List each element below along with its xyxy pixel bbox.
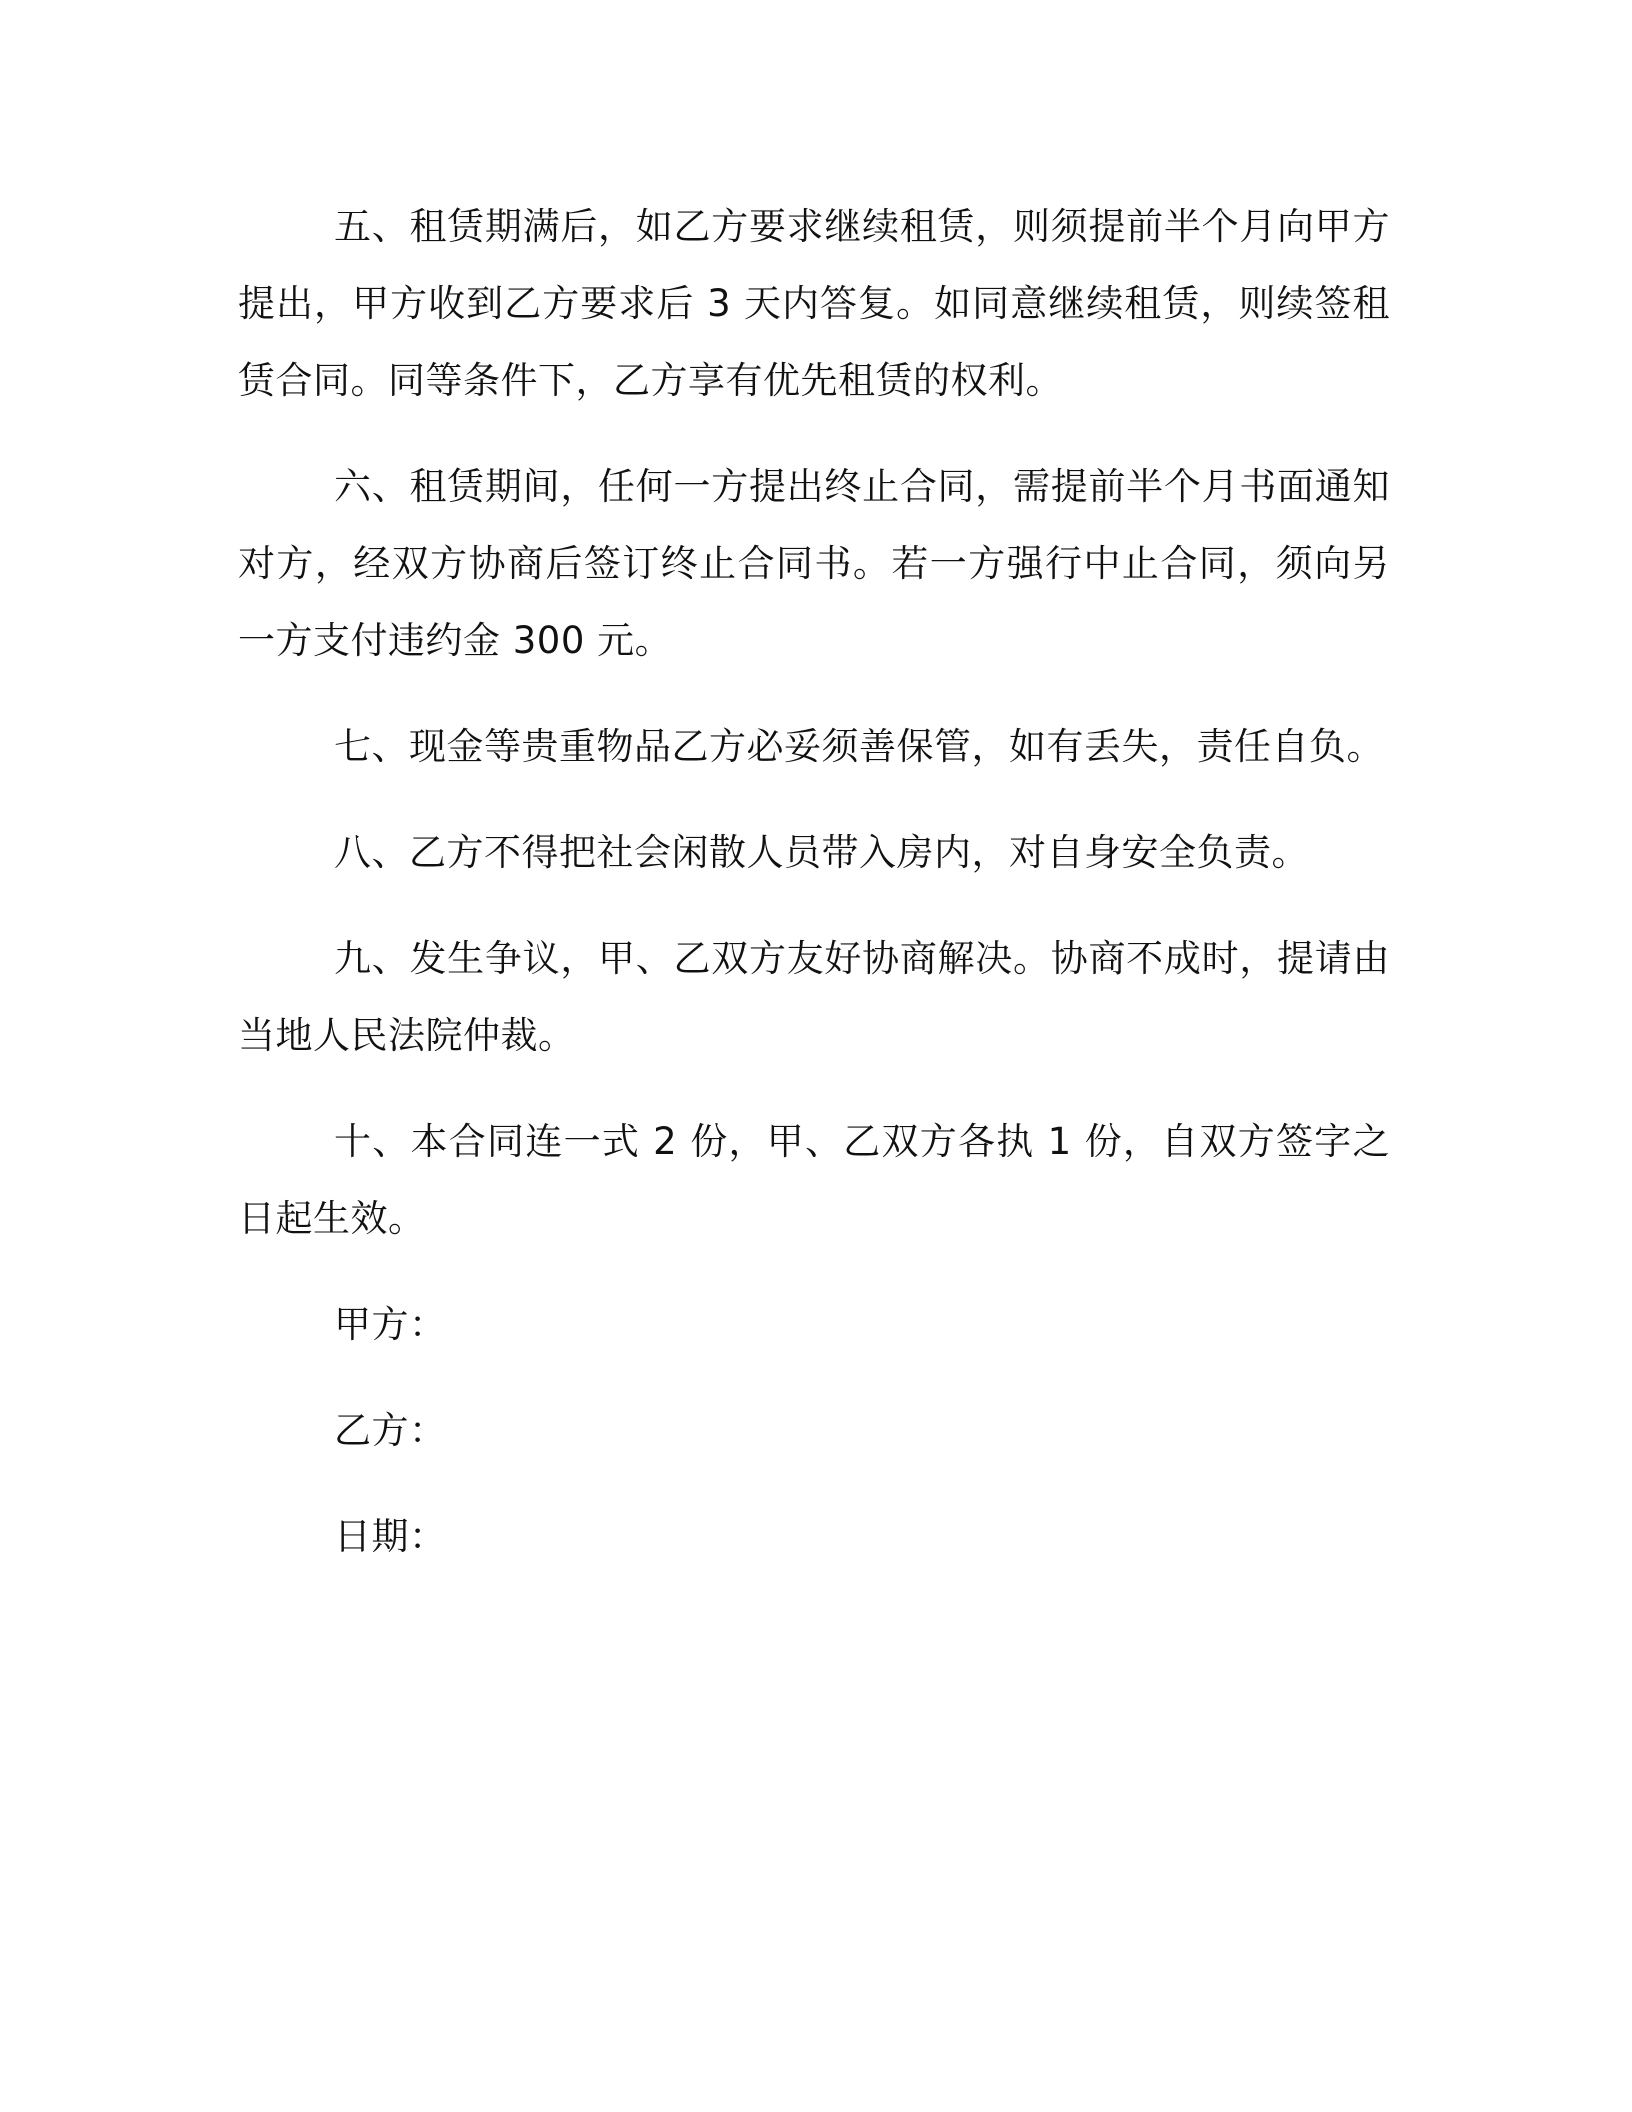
signature-date: 日期：	[334, 1515, 447, 1558]
party-b-signature: 乙方：	[334, 1409, 447, 1452]
clause-8: 八、乙方不得把社会闲散人员带入房内，对自身安全负责。	[334, 831, 1309, 874]
party-a-signature: 甲方：	[334, 1303, 447, 1346]
clause-7: 七、现金等贵重物品乙方必妥须善保管，如有丢失，责任自负。	[334, 725, 1384, 768]
clause-5: 五、租赁期满后，如乙方要求继续租赁，则须提前半个月向甲方提出，甲方收到乙方要求后 3 天内答复。如同意继续租赁，则续签租赁合同。同等条件下，乙方享有优先租赁的权利。	[238, 205, 1390, 402]
clause-6: 六、租赁期间，任何一方提出终止合同，需提前半个月书面通知对方，经双方协商后签订终止合同书。若一方强行中止合同，须向另一方支付违约金 300 元。	[238, 465, 1390, 662]
clause-9: 九、发生争议，甲、乙双方友好协商解决。协商不成时，提请由当地人民法院仲裁。	[238, 937, 1390, 1057]
clause-10: 十、本合同连一式 2 份，甲、乙双方各执 1 份，自双方签字之日起生效。	[238, 1120, 1390, 1240]
contract-body	[238, 188, 1390, 1604]
